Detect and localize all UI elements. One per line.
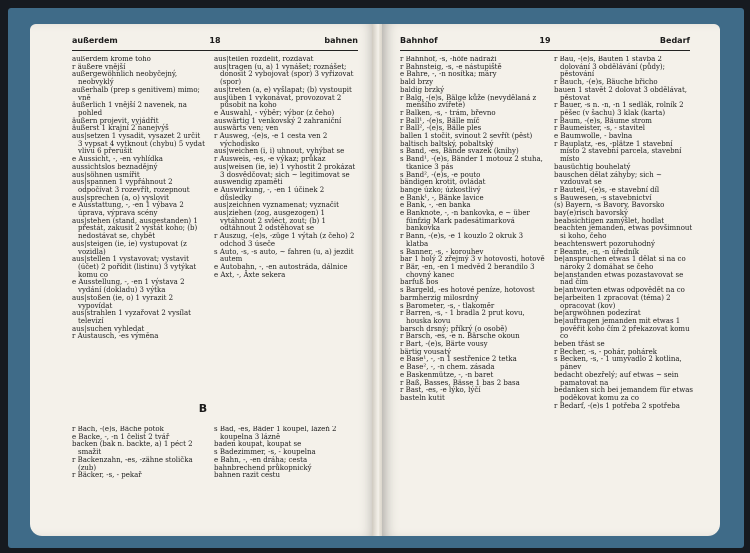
dictionary-entry: aus|söhnen usmířit <box>72 170 140 179</box>
dictionary-entry: r Bahnhof, -s, -höfe nádraží <box>400 56 497 63</box>
dictionary-entry: r Becher, -s, - pohár, pohárek <box>554 347 657 356</box>
dictionary-entry: s Bad, -es, Bäder 1 koupel, lázeň 2 koupelna 3 lázně <box>214 426 337 441</box>
dictionary-entry: r Bäcker, -s, - pekař <box>72 471 142 480</box>
dictionary-entry: be|antworten etwas odpovědět na co <box>554 286 685 295</box>
dictionary-entry: r Bauplatz, -es, -plätze 1 stavební místo 2 stavební parcela, stavební místo <box>554 139 682 164</box>
dictionary-entry: be|auftragen jemanden mit etwas 1 pověřit koho čím 2 překazovat komu co <box>554 316 690 341</box>
dictionary-entry: bahnbrechend průkopnický <box>214 463 312 472</box>
dictionary-entry: bändigen krotit, ovládat <box>400 178 486 187</box>
section-letter: B <box>198 402 208 415</box>
dictionary-entry: r Bär, -en, -en 1 medvěd 2 berandilo 3 chovný kanec <box>400 262 535 279</box>
dictionary-entry: e Baumwolle, - bavlna <box>554 132 633 141</box>
dictionary-entry: aus|sprechen (a, o) vyslovit <box>72 193 169 202</box>
right-guide-word-last: Bedarf <box>659 36 690 45</box>
dictionary-entry: s Bauwesen, -s stavebnictví <box>554 193 652 202</box>
left-guide-word-first: außerdem <box>72 36 118 45</box>
dictionary-entry: e Ausstellung, -, -en 1 výstava 2 vydání (dokladu) 3 výtka <box>72 278 185 295</box>
dictionary-entry: auswärts ven; ven <box>214 124 279 133</box>
dictionary-entry: aus|spannen 1 vypřáhnout 2 odpočívat 3 rozevřít, rozepnout <box>72 178 190 194</box>
right-page-header <box>400 36 690 51</box>
dictionary-entry: barmherzig milosrdný <box>400 293 479 302</box>
dictionary-entry: e Bahn, -, -en dráha; cesta <box>214 455 308 464</box>
dictionary-entry: aus|treten (a, e) vyšlapat; (b) vystoupit <box>214 85 352 94</box>
dictionary-entry: aus|teilen rozdělit, rozdávat <box>214 56 314 63</box>
right-page <box>382 24 720 536</box>
dictionary-entry: baldig brzký <box>400 85 445 94</box>
dictionary-entry: s Barometer, -s, - tlakoměr <box>400 301 495 310</box>
dictionary-entry: e Autobahn, -, -en autostráda, dálnice <box>214 262 348 271</box>
dictionary-entry: e Backe, -, -n 1 čelist 2 tvář <box>72 432 170 441</box>
dictionary-entry: e Base¹, -, -n 1 sestřenice 2 tetka <box>400 355 517 364</box>
dictionary-entry: r Ball², -(e)s, Bälle ples <box>400 124 482 133</box>
dictionary-entry: r Bedarf, -(e)s 1 potřeba 2 spotřeba <box>554 401 680 410</box>
dictionary-entry: beachten jemanden, etwas povšimnout si koho, čeho <box>554 224 693 241</box>
right-guide-word-first: Bahnhof <box>400 36 438 45</box>
dictionary-entry: s Badezimmer, -s, - koupelna <box>214 448 316 457</box>
right-column-2 <box>554 56 694 530</box>
dictionary-entry: barsch drsný; příkrý (o osobě) <box>400 324 508 333</box>
dictionary-entry: bedacht obezřelý; auf etwas ~ sein pamatovat na <box>554 370 679 387</box>
dictionary-entry: r Ausweis, -es, -e výkaz; průkaz <box>214 155 326 164</box>
dictionary-entry: e Ausstattung, -, -en 1 výbava 2 úprava, výprava scény <box>72 201 184 218</box>
dictionary-entry: aus|steigen (ie, ie) vystupovat (z vozidla) <box>72 239 187 256</box>
dictionary-entry: beabsichtigen zamýšlet, hodlat <box>554 216 665 225</box>
right-page-number: 19 <box>539 36 551 45</box>
dictionary-entry: backen (bak n. backte, a) 1 péct 2 smažit <box>72 440 193 457</box>
left-page <box>30 24 376 536</box>
dictionary-entry: r Bau, -(e)s, Bauten 1 stavba 2 dolování 3 obdělávání (půdy); pěstování <box>554 56 666 79</box>
dictionary-entry: e Auswirkung, -, -en 1 účinek 2 důsledky <box>214 185 325 202</box>
dictionary-entry: auswärtig 1 venkovský 2 zahraniční <box>214 116 342 125</box>
dictionary-entry: äußerst 1 krajní 2 nanejvýš <box>72 124 169 133</box>
dictionary-entry: aus|setzen 1 vysadit, vysazet 2 určit 3 vypsat 4 vytknout (chybu) 5 vydat vlivu 6 přerušit <box>72 132 205 156</box>
dictionary-entry: aus|ziehen (zog, ausgezogen) 1 vytáhnout 2 svléct, zout; (b) 1 odtáhnout 2 odstěhovat se <box>214 209 326 233</box>
dictionary-entry: aus|weichen (i, i) uhnout, vyhýbat se <box>214 147 345 156</box>
dictionary-entry: beben třást se <box>554 340 605 349</box>
dictionary-entry: r Bart, -(e)s, Bärte vousy <box>400 340 488 349</box>
dictionary-entry: e Axt, -, Äxte sekera <box>214 270 286 279</box>
dictionary-entry: bange úzko; úzkostlivý <box>400 185 481 194</box>
dictionary-entry: e Aussicht, -, -en vyhlídka <box>72 155 163 164</box>
left-column-2 <box>214 56 358 380</box>
dictionary-entry: baden koupat, koupat se <box>214 440 302 449</box>
dictionary-entry: r Bauch, -(e)s, Bäuche břicho <box>554 78 658 87</box>
dictionary-entry: bauen 1 stavět 2 dolovat 3 obdělávat, pěstovat <box>554 85 687 102</box>
dictionary-entry: r Beamte, -n, -n úředník <box>554 247 639 256</box>
dictionary-entry: be|anstanden etwas pozastavovat se nad čím <box>554 270 684 287</box>
dictionary-entry: r Balg, -(e)s, Bälge kůže (nevydělaná z menšího zvířete) <box>400 93 537 110</box>
dictionary-entry: be|argwöhnen podezírat <box>554 309 641 318</box>
dictionary-entry: r Barren, -s, - 1 bradla 2 prut kovu, houska kovu <box>400 309 525 325</box>
left-column-4 <box>214 426 358 530</box>
dictionary-entry: e Bank, -, -en banka <box>400 201 471 210</box>
dictionary-entry: s Becken, -s, - 1 umyvadlo 2 kotlina, pánev <box>554 355 682 372</box>
dictionary-entry: aus|weisen (ie, ie) 1 vyhostit 2 prokázat 3 dosvědčovat; sich ~ legitimovat se <box>214 162 356 179</box>
dictionary-entry: r Bach, -(e)s, Bäche potok <box>72 426 164 433</box>
dictionary-entry: r Baumeister, -s, - stavitel <box>554 124 645 133</box>
dictionary-entry: e Base², -, -n chem. zásada <box>400 363 495 372</box>
dictionary-entry: r Barsch, -es, -e n. Bärsche okoun <box>400 332 520 341</box>
dictionary-entry: e Bank¹, -, Bänke lavice <box>400 193 484 202</box>
left-column-1 <box>72 56 206 380</box>
dictionary-entry: außerdem kromě toho <box>72 56 151 63</box>
dictionary-entry: äußern projevit, vyjádřit <box>72 116 159 125</box>
dictionary-entry: bay(e)risch bavorský <box>554 209 629 218</box>
dictionary-entry: s Auto, -s, -s auto, ~ fahren (u, a) jezdit autem <box>214 247 354 264</box>
dictionary-entry: r Ball¹, -(e)s, Bälle míč <box>400 116 480 125</box>
dictionary-entry: r äußere vnější <box>72 62 126 71</box>
left-page-number: 18 <box>209 36 221 45</box>
dictionary-entry: r Bauteil, -(e)s, -e stavební díl <box>554 185 660 194</box>
dictionary-entry: r Austausch, -es výměna <box>72 332 159 341</box>
dictionary-entry: bedanken sich bei jemandem für etwas poděkovat komu za co <box>554 386 693 402</box>
dictionary-entry: e Auswahl, - výběr; výbor (z čeho) <box>214 108 335 117</box>
dictionary-entry: r Ausweg, -(e)s, -e 1 cesta ven 2 východisko <box>214 132 328 148</box>
dictionary-entry: aussichtslos beznadějný <box>72 162 158 171</box>
dictionary-entry: e Baskenmütze, -, -n baret <box>400 370 494 379</box>
dictionary-entry: auswendig zpaměti <box>214 178 283 187</box>
dictionary-entry: bausüchtig bouhelatý <box>554 162 631 171</box>
dictionary-entry: r Balken, -s, - trám, břevno <box>400 108 496 117</box>
dictionary-entry: aus|tragen (u, a) 1 vynášet; roznášet; donosit 2 vybojovat (spor) 3 vyřizovat (spor) <box>214 62 354 87</box>
dictionary-entry: aus|stoßen (ie, o) 1 vyrazit 2 vypovídat <box>72 293 174 310</box>
left-column-3 <box>72 426 206 530</box>
dictionary-entry: r Baß, Basses, Bässe 1 bas 2 basa <box>400 378 520 387</box>
dictionary-entry: r Bahnsteig, -s, -e nástupiště <box>400 62 502 71</box>
dictionary-entry: (s) Bayern, -s Bavory, Bavorsko <box>554 201 665 210</box>
dictionary-entry: baltisch baltský, pobaltský <box>400 139 494 148</box>
dictionary-entry: s Band¹, -(e)s, Bänder 1 motouz 2 stuha, tkanice 3 pás <box>400 155 543 171</box>
dictionary-entry: r Baum, -(e)s, Bäume strom <box>554 116 652 125</box>
dictionary-entry: e Bahre, -, -n nosítka; máry <box>400 70 497 79</box>
dictionary-entry: barfuß bos <box>400 278 439 287</box>
dictionary-entry: bauschen dělat záhyby; sich ~ vzdouvat se <box>554 170 662 187</box>
dictionary-entry: ballen 1 stočit, svinout 2 sevřít (pěst) <box>400 132 533 141</box>
dictionary-entry: r Backenzahn, -es, -zähne stolička (zub) <box>72 455 193 472</box>
dictionary-entry: außerhalb (prep s genitivem) mimo; vně <box>72 85 200 102</box>
dictionary-entry: s Band, -es, Bände svazek (knihy) <box>400 147 519 156</box>
dictionary-entry: be|arbeiten 1 zpracovat (téma) 2 opracovat (kov) <box>554 293 671 310</box>
dictionary-entry: r Bast, -es, -e lýko, lýčí <box>400 386 481 395</box>
dictionary-entry: aus|stehen (stand, ausgestanden) 1 přestát, zakusit 2 vystát koho; (b) nedostávat se, chybět <box>72 216 198 241</box>
dictionary-entry: bahnen razit cestu <box>214 471 281 480</box>
dictionary-entry: basteln kutit <box>400 393 445 402</box>
dictionary-entry: s Banner, -s, - korouhev <box>400 247 484 256</box>
dictionary-entry: r Auszug, -(e)s, -züge 1 výtah (z čeho) 2 odchod 3 úseče <box>214 232 355 248</box>
dictionary-entry: r Bauer, -s n. -n, -n 1 sedlák, rolník 2 pěšec (v šachu) 3 klak (karta) <box>554 101 684 117</box>
dictionary-entry: aus|stellen 1 vystavovat; vystavit (účet) 2 pořídit (listinu) 3 vytýkat komu co <box>72 255 197 279</box>
dictionary-entry: s Band², -(e)s, -e pouto <box>400 170 481 179</box>
dictionary-entry: äußerlich 1 vnější 2 navenek, na pohled <box>72 101 187 117</box>
dictionary-entry: bar 1 holý 2 zřejmý 3 v hotovosti, hotově <box>400 255 545 264</box>
left-guide-word-last: bahnen <box>324 36 358 45</box>
dictionary-entry: bärtig vousatý <box>400 347 451 356</box>
dictionary-entry: bald brzy <box>400 78 434 87</box>
dictionary-entry: aus|zeichnen vyznamenat; vyznačit <box>214 201 339 210</box>
dictionary-entry: e Banknote, -, -n bankovka, e ~ über fünfzig Mark padesátimarková bankovka <box>400 209 530 233</box>
dictionary-entry: s Bargeld, -es hotové peníze, hotovost <box>400 286 535 295</box>
left-page-header <box>72 36 358 51</box>
dictionary-entry: aus|üben 1 vykonávat, provozovat 2 působit na koho <box>214 93 342 110</box>
dictionary-entry: außergewöhnlich neobyčejný, neobvyklý <box>72 70 178 87</box>
dictionary-entry: be|anspruchen etwas 1 dělat si na co nároky 2 domáhat se čeho <box>554 255 686 271</box>
dictionary-entry: aus|strahlen 1 vyzařovat 2 vysílat televizí <box>72 309 191 325</box>
dictionary-entry: r Bann, -(e)s, -e 1 kouzlo 2 okruk 3 klatba <box>400 232 524 248</box>
right-column-1 <box>400 56 546 530</box>
dictionary-entry: beachtenswert pozoruhodný <box>554 239 655 248</box>
dictionary-entry: aus|suchen vyhledat <box>72 324 145 333</box>
